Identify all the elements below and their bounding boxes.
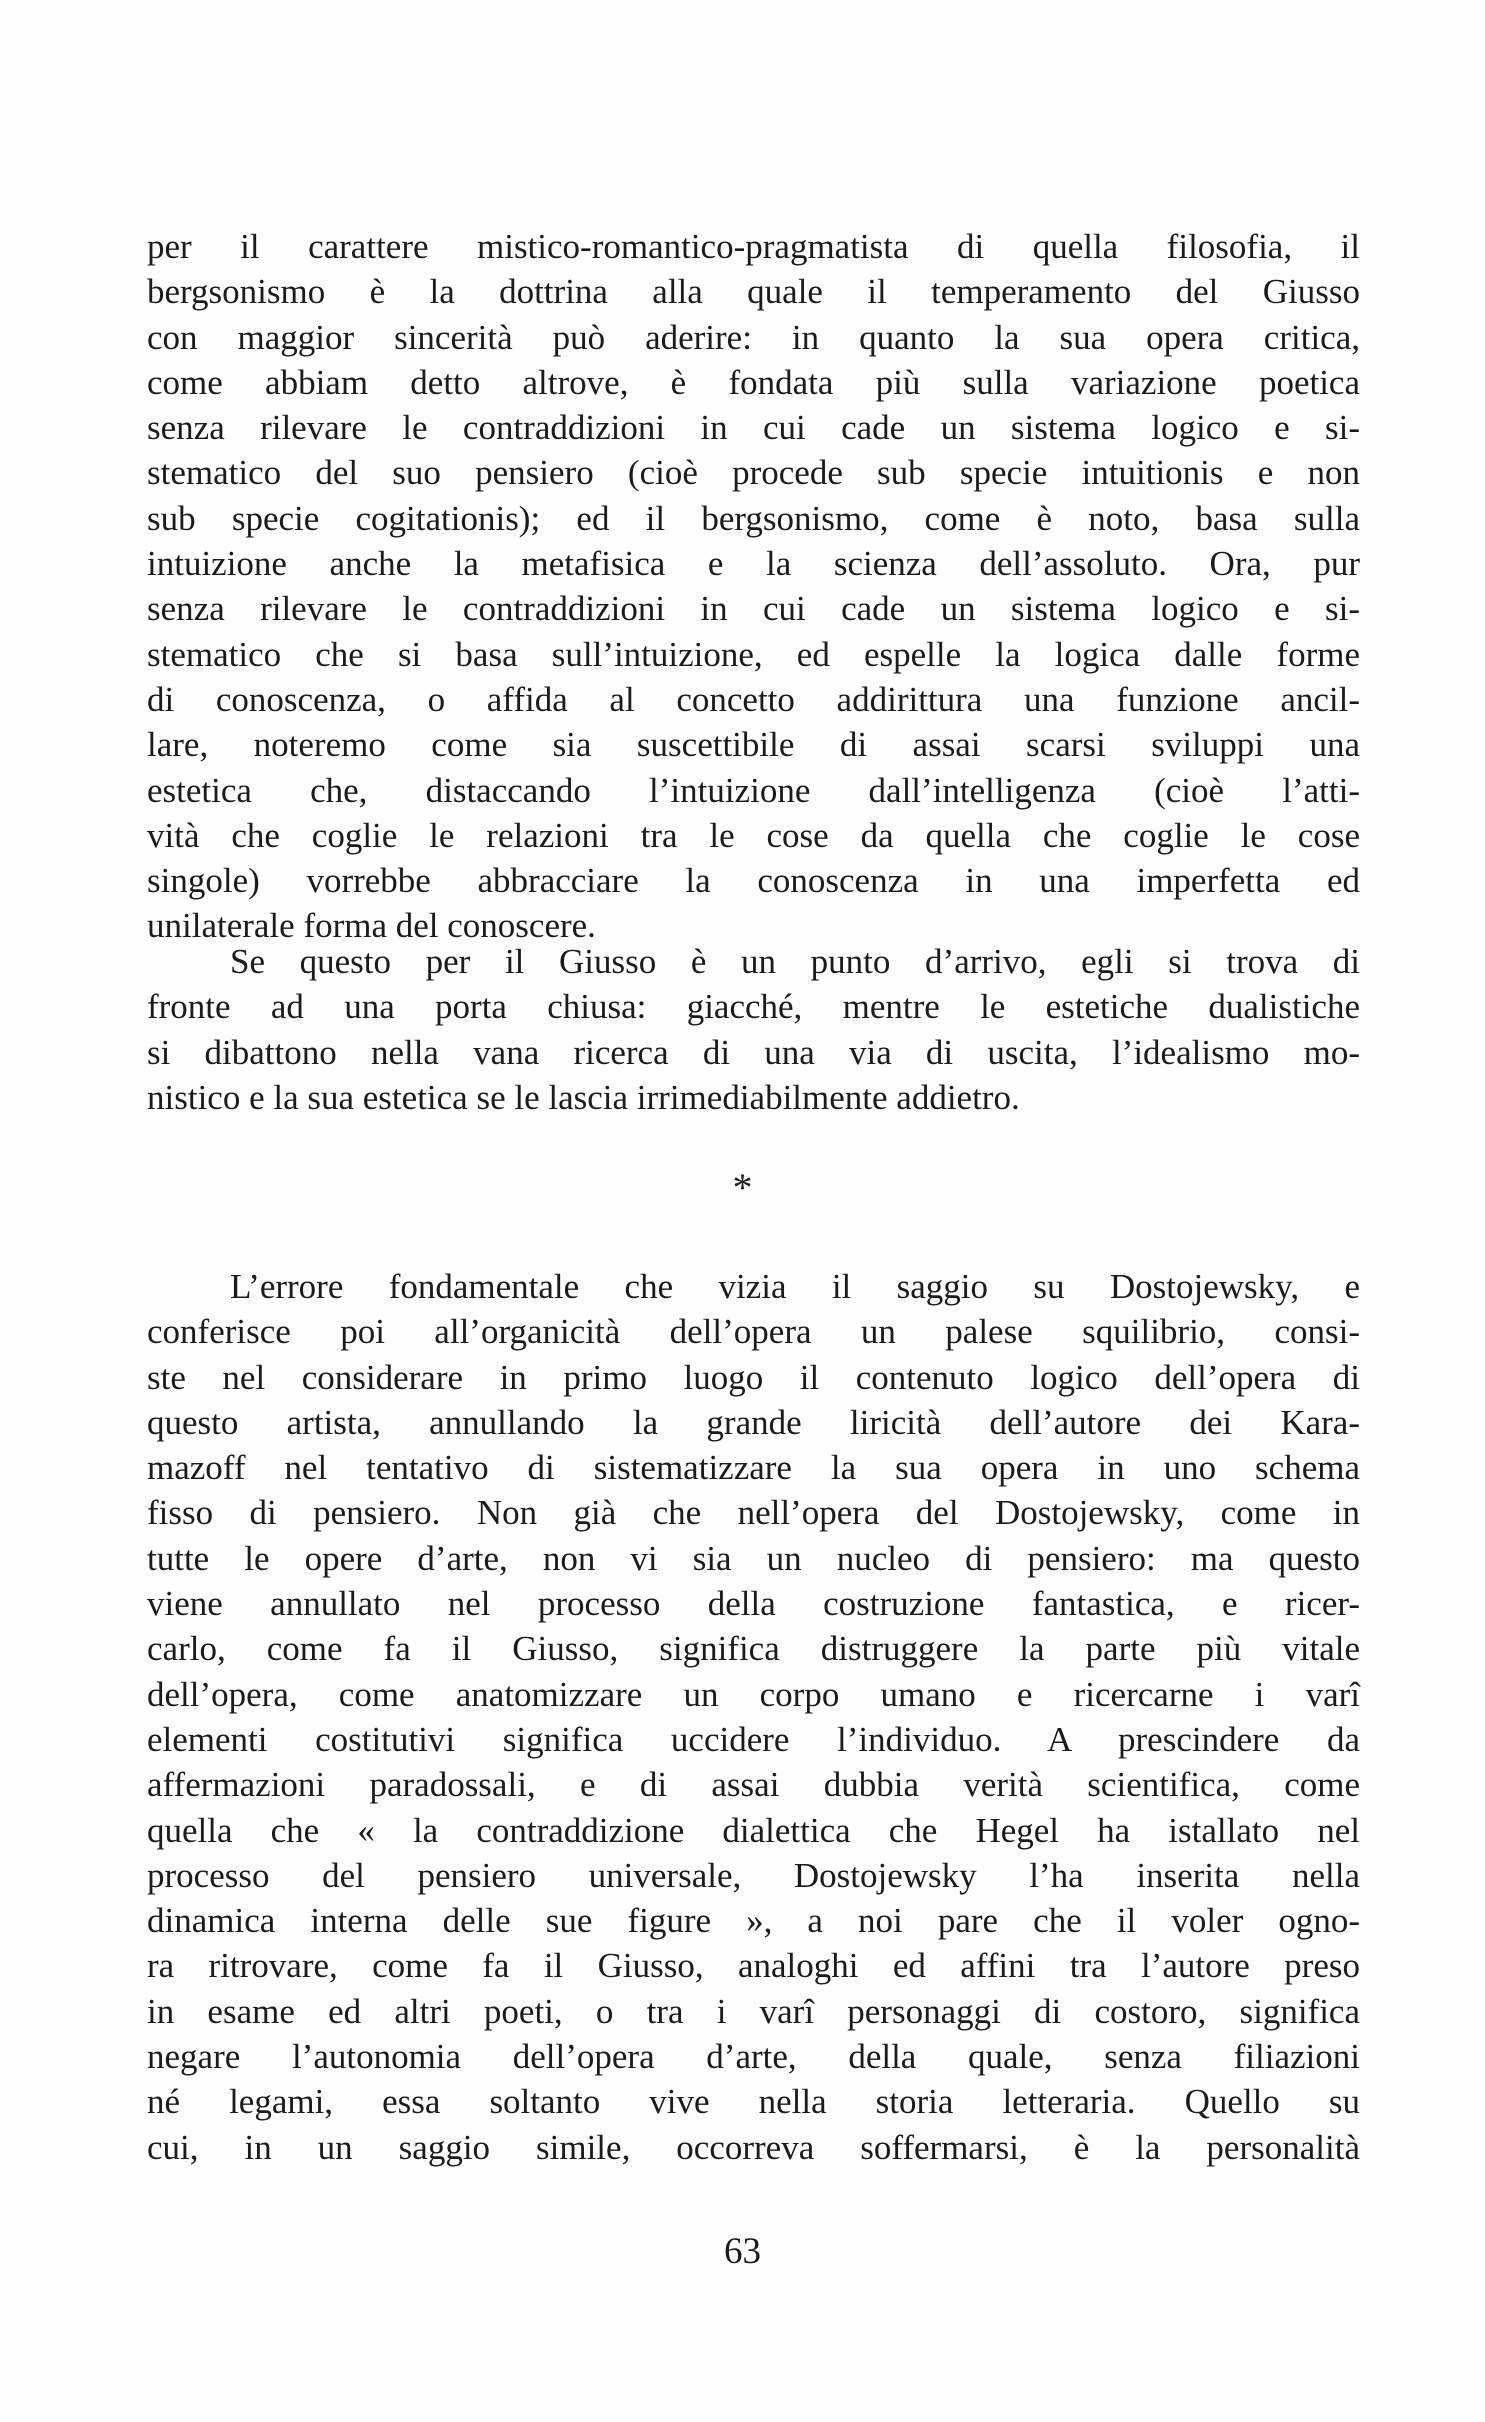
text-line: questo artista, annullando la grande liricità dell’autore dei Kara-: [147, 1402, 1360, 1442]
text-line: senza rilevare le contraddizioni in cui cade un sistema logico e si-: [147, 408, 1360, 448]
text-line: lare, noteremo come sia suscettibile di assai scarsi sviluppi una: [147, 725, 1360, 765]
text-line: in esame ed altri poeti, o tra i varî personaggi di costoro, significa: [147, 1991, 1360, 2031]
text-line: si dibattono nella vana ricerca di una via di uscita, l’idealismo mo-: [147, 1032, 1360, 1072]
text-line: per il carattere mistico-romantico-pragmatista di quella filosofia, il: [147, 227, 1360, 266]
text-line: come abbiam detto altrove, è fondata più sulla variazione poetica: [147, 362, 1360, 402]
text-line: Se questo per il Giusso è un punto d’arrivo, egli si trova di: [230, 942, 1360, 981]
page-number: 63: [724, 2231, 761, 2272]
text-line: ra ritrovare, come fa il Giusso, analoghi ed affini tra l’autore preso: [147, 1946, 1360, 1986]
text-line: tutte le opere d’arte, non vi sia un nucleo di pensiero: ma questo: [147, 1538, 1360, 1578]
paragraph-1: [147, 224, 1360, 949]
text-line: L’errore fondamentale che vizia il saggio su Dostojewsky, e: [230, 1267, 1360, 1306]
text-line: stematico del suo pensiero (cioè procede sub specie intuitionis e non: [147, 453, 1360, 493]
text-line: né legami, essa soltanto vive nella storia letteraria. Quello su: [147, 2082, 1360, 2122]
text-line: dell’opera, come anatomizzare un corpo umano e ricercarne i varî: [147, 1674, 1360, 1714]
text-line: conferisce poi all’organicità dell’opera un palese squilibrio, consi-: [147, 1312, 1360, 1352]
text-line: affermazioni paradossali, e di assai dubbia verità scientifica, come: [147, 1765, 1360, 1805]
text-line: dinamica interna delle sue figure », a noi pare che il voler ogno-: [147, 1901, 1360, 1941]
text-line: bergsonismo è la dottrina alla quale il temperamento del Giusso: [147, 272, 1360, 312]
text-line: estetica che, distaccando l’intuizione dall’intelligenza (cioè l’atti-: [147, 770, 1360, 810]
text-line: senza rilevare le contraddizioni in cui cade un sistema logico e si-: [147, 589, 1360, 629]
text-line: elementi costitutivi significa uccidere l’individuo. A prescindere da: [147, 1719, 1360, 1759]
paragraph-2: [147, 939, 1360, 1120]
text-line: processo del pensiero universale, Dostojewsky l’ha inserita nella: [147, 1855, 1360, 1895]
text-line: cui, in un saggio simile, occorreva soffermarsi, è la personalità: [147, 2127, 1360, 2167]
text-line: di conoscenza, o affida al concetto addirittura una funzione ancil-: [147, 679, 1360, 719]
text-line: negare l’autonomia dell’opera d’arte, della quale, senza filiazioni: [147, 2037, 1360, 2077]
text-line: viene annullato nel processo della costruzione fantastica, e ricer-: [147, 1584, 1360, 1624]
text-line: intuizione anche la metafisica e la scienza dell’assoluto. Ora, pur: [147, 544, 1360, 584]
text-line: fronte ad una porta chiusa: giacché, mentre le estetiche dualistiche: [147, 987, 1360, 1027]
text-line: quella che « la contraddizione dialettica che Hegel ha istallato nel: [147, 1810, 1360, 1850]
text-line: stematico che si basa sull’intuizione, ed espelle la logica dalle forme: [147, 634, 1360, 674]
text-line: mazoff nel tentativo di sistematizzare la sua opera in uno schema: [147, 1448, 1360, 1488]
text-line: nistico e la sua estetica se le lascia irrimediabilmente addietro.: [147, 1077, 1020, 1117]
text-line: con maggior sincerità può aderire: in quanto la sua opera critica,: [147, 317, 1360, 357]
paragraph-3: [147, 1264, 1360, 2170]
text-line: singole) vorrebbe abbracciare la conoscenza in una imperfetta ed: [147, 861, 1360, 901]
text-line: carlo, come fa il Giusso, significa distruggere la parte più vitale: [147, 1629, 1360, 1669]
text-line: ste nel considerare in primo luogo il contenuto logico dell’opera di: [147, 1357, 1360, 1397]
text-line: fisso di pensiero. Non già che nell’opera del Dostojewsky, come in: [147, 1493, 1360, 1533]
section-separator: *: [732, 1165, 753, 1210]
text-line: vità che coglie le relazioni tra le cose da quella che coglie le cose: [147, 815, 1360, 855]
text-line: sub specie cogitationis); ed il bergsonismo, come è noto, basa sulla: [147, 498, 1360, 538]
text-line: unilaterale forma del conoscere.: [147, 906, 596, 946]
